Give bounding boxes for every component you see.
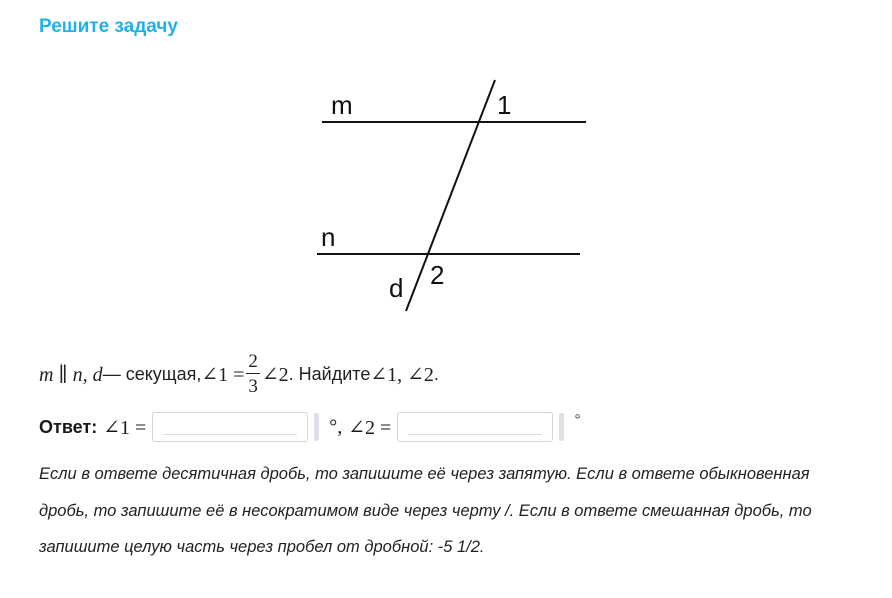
angle1-input-handle xyxy=(314,413,319,441)
angle-equation-lhs: ∠1 = xyxy=(201,363,245,386)
parallel-expression: m ∥ n, d xyxy=(39,363,103,386)
fraction-denominator: 3 xyxy=(248,376,258,397)
parallel-lines-diagram xyxy=(300,70,600,320)
label-d: d xyxy=(389,273,404,303)
line-d xyxy=(406,80,495,311)
degree-sign: ° xyxy=(574,412,581,429)
angle2-input-handle xyxy=(559,413,564,441)
secant-text: — секущая, xyxy=(102,363,202,384)
angle-equation-rhs: ∠2 xyxy=(261,363,289,386)
answer-label: Ответ: xyxy=(39,416,98,437)
degree-separator: °, xyxy=(329,415,343,438)
page-title: Решите задачу xyxy=(39,16,178,37)
find-text: . Найдите xyxy=(288,363,371,384)
angle2-label: ∠2 = xyxy=(348,416,392,439)
fraction-numerator: 2 xyxy=(248,351,258,372)
statement-end: . xyxy=(433,363,439,384)
label-angle-1: 1 xyxy=(497,90,512,120)
problem-statement xyxy=(39,352,439,396)
label-angle-2: 2 xyxy=(430,260,445,290)
angle2-input[interactable] xyxy=(398,413,552,441)
angle1-input[interactable] xyxy=(153,413,307,441)
angle1-input-wrapper xyxy=(152,412,308,442)
fraction xyxy=(246,352,260,396)
find-expression: ∠1, ∠2 xyxy=(370,363,434,386)
geometry-figure xyxy=(300,70,600,325)
answer-format-note: Если в ответе десятичная дробь, то запишите её через запятую. Если в ответе обыкновенная дробь, то запишите её в несократимом виде через черту /. Если в ответе смешанная дробь, то запишите целую часть через пробел от дробной: -5 1/2. xyxy=(39,465,812,556)
label-n: n xyxy=(321,222,336,252)
answer-row xyxy=(39,412,585,442)
angle2-input-wrapper xyxy=(397,412,553,442)
label-m: m xyxy=(331,90,353,120)
angle1-label: ∠1 = xyxy=(103,416,147,439)
